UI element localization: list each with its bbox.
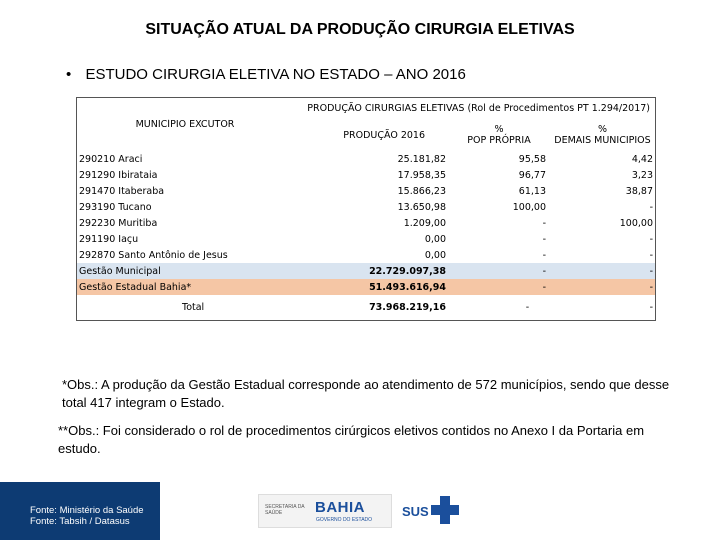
- cell-producao: 0,00: [424, 249, 446, 261]
- cell-pop: 96,77: [518, 169, 546, 181]
- cell-demais: -: [649, 301, 653, 313]
- bullet-marker: •: [66, 66, 72, 83]
- table-row: [76, 247, 656, 263]
- cell-pop: 61,13: [518, 185, 546, 197]
- header-pop-propria: [449, 119, 549, 151]
- table-row-total: [76, 295, 656, 319]
- cell-producao: 0,00: [424, 233, 446, 245]
- source-line-2: Fonte: Tabsih / Datasus: [30, 516, 130, 527]
- cell-pop: -: [449, 279, 549, 295]
- cell-municipio: 290210 Araci: [79, 153, 143, 165]
- cell-demais: 4,42: [631, 153, 653, 165]
- table-row: [76, 199, 656, 215]
- cell-demais: 38,87: [625, 185, 653, 197]
- cell-municipio: 292230 Muritiba: [79, 217, 158, 229]
- sus-logo-text: SUS: [402, 504, 429, 519]
- table-row: [76, 231, 656, 247]
- cell-municipio: 291290 Ibirataia: [79, 169, 158, 181]
- header-producao: PRODUÇÃO 2016: [343, 129, 425, 141]
- header-demais-line1: %: [597, 124, 608, 135]
- bullet-text: ESTUDO CIRURGIA ELETIVA NO ESTADO – ANO 2016: [85, 66, 466, 83]
- cell-producao: 25.181,82: [397, 153, 446, 165]
- cell-pop: -: [525, 301, 530, 313]
- cell-demais: -: [549, 263, 656, 279]
- cell-producao: 17.958,35: [397, 169, 446, 181]
- bahia-logo: [258, 494, 392, 528]
- cell-municipio: Gestão Estadual Bahia*: [76, 279, 294, 295]
- cell-pop: -: [449, 263, 549, 279]
- header-pop-propria-line1: %: [494, 124, 504, 135]
- cell-producao: 15.866,23: [397, 185, 446, 197]
- table-row-gestao-estadual: [76, 279, 656, 295]
- empty-header-cell: [76, 97, 294, 119]
- logo-bahia-text: BAHIA: [315, 499, 365, 516]
- header-demais-line2: DEMAIS MUNICIPIOS: [554, 135, 651, 146]
- cell-producao: 22.729.097,38: [294, 263, 449, 279]
- cell-demais: 3,23: [631, 169, 653, 181]
- cell-municipio: 291470 Itaberaba: [79, 185, 165, 197]
- logo-secretaria-text: SECRETARIA DA SAÚDE: [265, 504, 305, 516]
- note-obs1: *Obs.: A produção da Gestão Estadual corresponde ao atendimento de 572 municípios, sendo que desse total 417 integram o Estado.: [62, 377, 670, 410]
- sus-cross-icon: [430, 494, 460, 526]
- cell-total-label: Total: [182, 301, 205, 313]
- table-row: [76, 215, 656, 231]
- footer: [0, 482, 720, 540]
- table-row-gestao-municipal: [76, 263, 656, 279]
- bullet-item: [66, 66, 466, 83]
- cell-producao: 1.209,00: [403, 217, 446, 229]
- logo-bahia-subtext: GOVERNO DO ESTADO: [316, 517, 373, 523]
- cell-demais: -: [549, 279, 656, 295]
- table-row: [76, 167, 656, 183]
- cell-pop: -: [542, 233, 546, 245]
- cell-pop: 100,00: [512, 201, 546, 213]
- cell-producao: 73.968.219,16: [369, 301, 446, 313]
- cell-municipio: 291190 Iaçu: [79, 233, 139, 245]
- cell-producao: 13.650,98: [397, 201, 446, 213]
- cell-pop: 95,58: [518, 153, 546, 165]
- header-pop-propria-line2: POP PRÓPRIA: [467, 135, 531, 146]
- cell-demais: -: [649, 233, 653, 245]
- cell-pop: -: [542, 249, 546, 261]
- footer-panel: [0, 482, 160, 540]
- header-municipio: MUNICÍPIO EXCUTOR: [135, 119, 235, 130]
- header-group: PRODUÇÃO CIRURGIAS ELETIVAS (Rol de Procedimentos PT 1.294/2017): [307, 102, 650, 114]
- header-demais: [549, 119, 656, 151]
- page-title: SITUAÇÃO ATUAL DA PRODUÇÃO CIRURGIA ELETIVAS: [145, 21, 575, 38]
- source-line-1: Fonte: Ministério da Saúde: [30, 505, 144, 516]
- cell-municipio: 293190 Tucano: [79, 201, 152, 213]
- cell-demais: -: [649, 201, 653, 213]
- cell-demais: 100,00: [619, 217, 653, 229]
- note-obs2: **Obs.: Foi considerado o rol de procedimentos cirúrgicos eletivos contidos no Anexo I da Portaria em estudo.: [58, 423, 645, 456]
- cell-producao: 51.493.616,94: [294, 279, 449, 295]
- production-table: [76, 97, 656, 321]
- table-row: [76, 183, 656, 199]
- source-text: [30, 505, 144, 527]
- cell-pop: -: [542, 217, 546, 229]
- table-row: [76, 151, 656, 167]
- cell-municipio: Gestão Municipal: [76, 263, 294, 279]
- cell-demais: -: [649, 249, 653, 261]
- cell-municipio: 292870 Santo Antônio de Jesus: [79, 249, 228, 261]
